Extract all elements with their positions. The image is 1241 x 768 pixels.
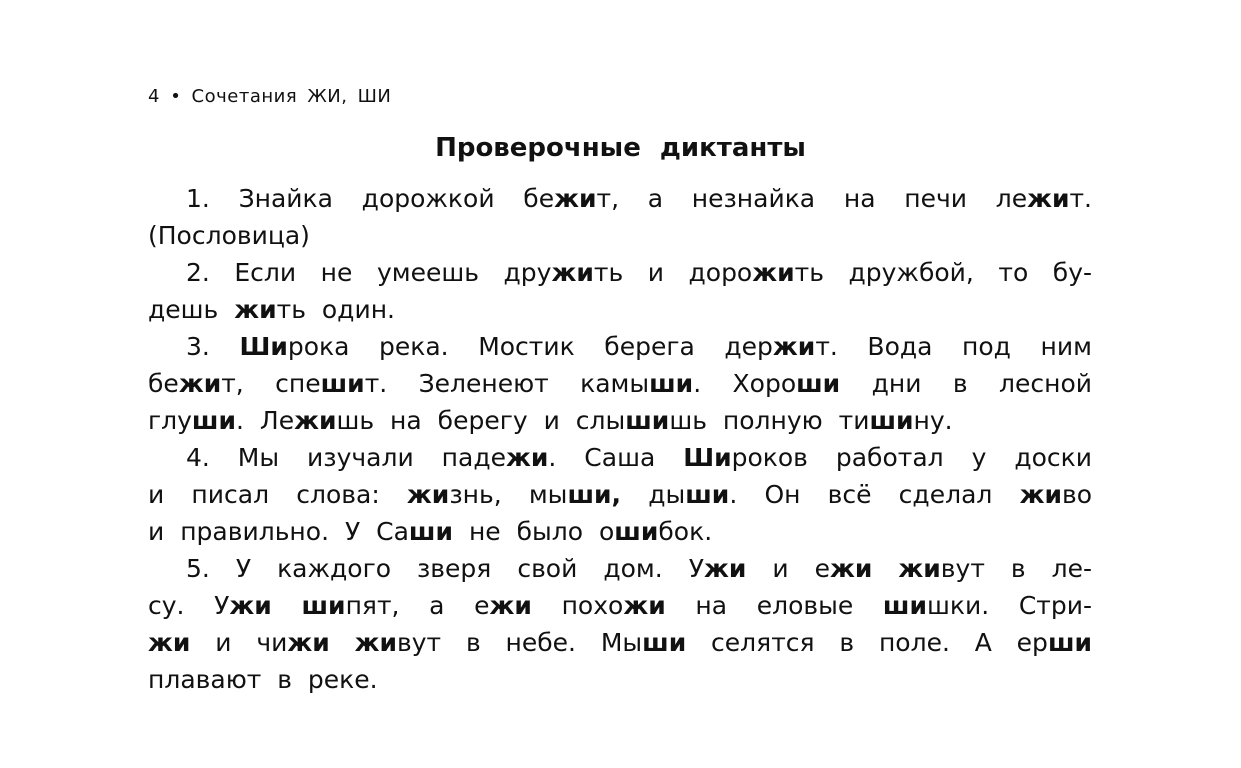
running-header <box>148 86 391 107</box>
text-run: т, спе <box>221 369 321 398</box>
text-run <box>272 591 302 620</box>
dictation-paragraph <box>148 550 1092 698</box>
text-run: . Саша <box>548 443 684 472</box>
highlighted-syllable: жи <box>1027 184 1070 213</box>
highlighted-syllable: жи <box>294 406 337 435</box>
highlighted-syllable: ши <box>1047 628 1093 657</box>
text-run: дни в лесной <box>840 369 1092 398</box>
text-run: рока река. Мостик берега дер <box>287 332 773 361</box>
text-line <box>148 180 1092 217</box>
highlighted-syllable: жи <box>703 554 747 583</box>
highlighted-syllable: ши <box>614 517 659 546</box>
highlighted-syllable: Ши <box>239 332 288 361</box>
text-run: и правильно. У Са <box>148 517 409 546</box>
highlighted-syllable: Ши <box>683 443 732 472</box>
highlighted-syllable: ши <box>869 406 914 435</box>
text-run: . Он всё сделал <box>729 480 1020 509</box>
text-line <box>148 587 1092 624</box>
text-run: 4. Мы изучали паде <box>186 443 506 472</box>
text-line <box>148 513 1092 550</box>
text-run: знь, мы <box>449 480 568 509</box>
highlighted-syllable: ши <box>320 369 365 398</box>
text-run: . Ле <box>236 406 295 435</box>
highlighted-syllable: ши <box>649 369 694 398</box>
text-run: т. Вода под ним <box>815 332 1092 361</box>
highlighted-syllable: ши, <box>567 480 622 509</box>
highlighted-syllable: ши <box>408 517 453 546</box>
text-line <box>148 439 1092 476</box>
text-run: 2. Если не умеешь дру <box>186 258 552 287</box>
page-number: 4 <box>148 86 160 107</box>
text-line <box>148 217 1092 254</box>
dictation-paragraph <box>148 254 1092 328</box>
text-run: т, а незнайка на печи ле <box>596 184 1028 213</box>
text-run: 3. <box>186 332 240 361</box>
text-line <box>148 365 1092 402</box>
text-run: шки. Стри- <box>926 591 1092 620</box>
bullet: • <box>170 86 182 107</box>
text-line <box>148 328 1092 365</box>
text-run: пят, а е <box>345 591 490 620</box>
highlighted-syllable: жи <box>406 480 450 509</box>
highlighted-syllable: жи <box>229 591 272 620</box>
highlighted-syllable: жи <box>554 184 597 213</box>
dictation-paragraph <box>148 439 1092 550</box>
highlighted-syllable: жи <box>287 628 330 657</box>
highlighted-syllable: жи <box>354 628 398 657</box>
text-run: роков работал у доски <box>731 443 1092 472</box>
text-line <box>148 476 1092 513</box>
text-run: ть один. <box>276 295 396 324</box>
highlighted-syllable: ши <box>642 628 687 657</box>
page-title: Проверочные диктанты <box>435 133 806 163</box>
highlighted-syllable: ши <box>625 406 670 435</box>
highlighted-syllable: жи <box>623 591 666 620</box>
highlighted-syllable: жи <box>178 369 222 398</box>
highlighted-syllable: жи <box>551 258 594 287</box>
text-run: вут в ле- <box>940 554 1092 583</box>
section-title: Сочетания ЖИ, ШИ <box>191 86 392 107</box>
highlighted-syllable: ши <box>796 369 841 398</box>
highlighted-syllable: жи <box>148 628 191 657</box>
dictation-text <box>148 180 1092 698</box>
text-run: т. <box>1069 184 1092 213</box>
highlighted-syllable: жи <box>489 591 532 620</box>
highlighted-syllable: жи <box>1019 480 1062 509</box>
text-run: не было о <box>453 517 615 546</box>
highlighted-syllable: жи <box>506 443 549 472</box>
highlighted-syllable: ши <box>191 406 236 435</box>
text-run: т. Зеленеют камы <box>364 369 650 398</box>
text-run: шь полную ти <box>669 406 870 435</box>
text-run: вут в небе. Мы <box>397 628 643 657</box>
dictation-paragraph <box>148 180 1092 254</box>
text-run: бе <box>148 369 179 398</box>
highlighted-syllable: жи <box>234 295 277 324</box>
text-run: селятся в поле. А ер <box>686 628 1048 657</box>
text-run: . Хоро <box>693 369 797 398</box>
text-line <box>148 550 1092 587</box>
text-run: на еловые <box>665 591 883 620</box>
highlighted-syllable: ши <box>882 591 927 620</box>
highlighted-syllable: жи <box>752 258 795 287</box>
text-run: ть и доро <box>593 258 753 287</box>
text-run: ды <box>621 480 686 509</box>
text-line <box>148 402 1092 439</box>
text-run: дешь <box>148 295 235 324</box>
text-run: ть дружбой, то бу- <box>794 258 1093 287</box>
highlighted-syllable: жи <box>772 332 816 361</box>
highlighted-syllable: жи <box>898 554 941 583</box>
highlighted-syllable: ши <box>301 591 346 620</box>
text-run: шь на берегу и слы <box>336 406 626 435</box>
text-run <box>872 554 898 583</box>
text-run: бок. <box>658 517 713 546</box>
text-run: 5. У каждого зверя свой дом. У <box>186 554 704 583</box>
text-run: и чи <box>190 628 288 657</box>
text-run: ну. <box>913 406 953 435</box>
text-run: глу <box>148 406 192 435</box>
text-line <box>148 624 1092 661</box>
text-run <box>330 628 355 657</box>
text-line <box>148 254 1092 291</box>
text-run: и писал слова: <box>148 480 407 509</box>
text-run: су. У <box>148 591 230 620</box>
text-line <box>148 291 1092 328</box>
highlighted-syllable: ши <box>685 480 730 509</box>
text-line <box>148 661 1092 698</box>
text-run: похо <box>531 591 624 620</box>
text-run: (Пословица) <box>148 221 310 250</box>
text-run: плавают в реке. <box>148 665 378 694</box>
text-run: во <box>1061 480 1092 509</box>
highlighted-syllable: жи <box>829 554 873 583</box>
text-run: 1. Знайка дорожкой бе <box>186 184 555 213</box>
text-run: и е <box>746 554 830 583</box>
dictation-paragraph <box>148 328 1092 439</box>
